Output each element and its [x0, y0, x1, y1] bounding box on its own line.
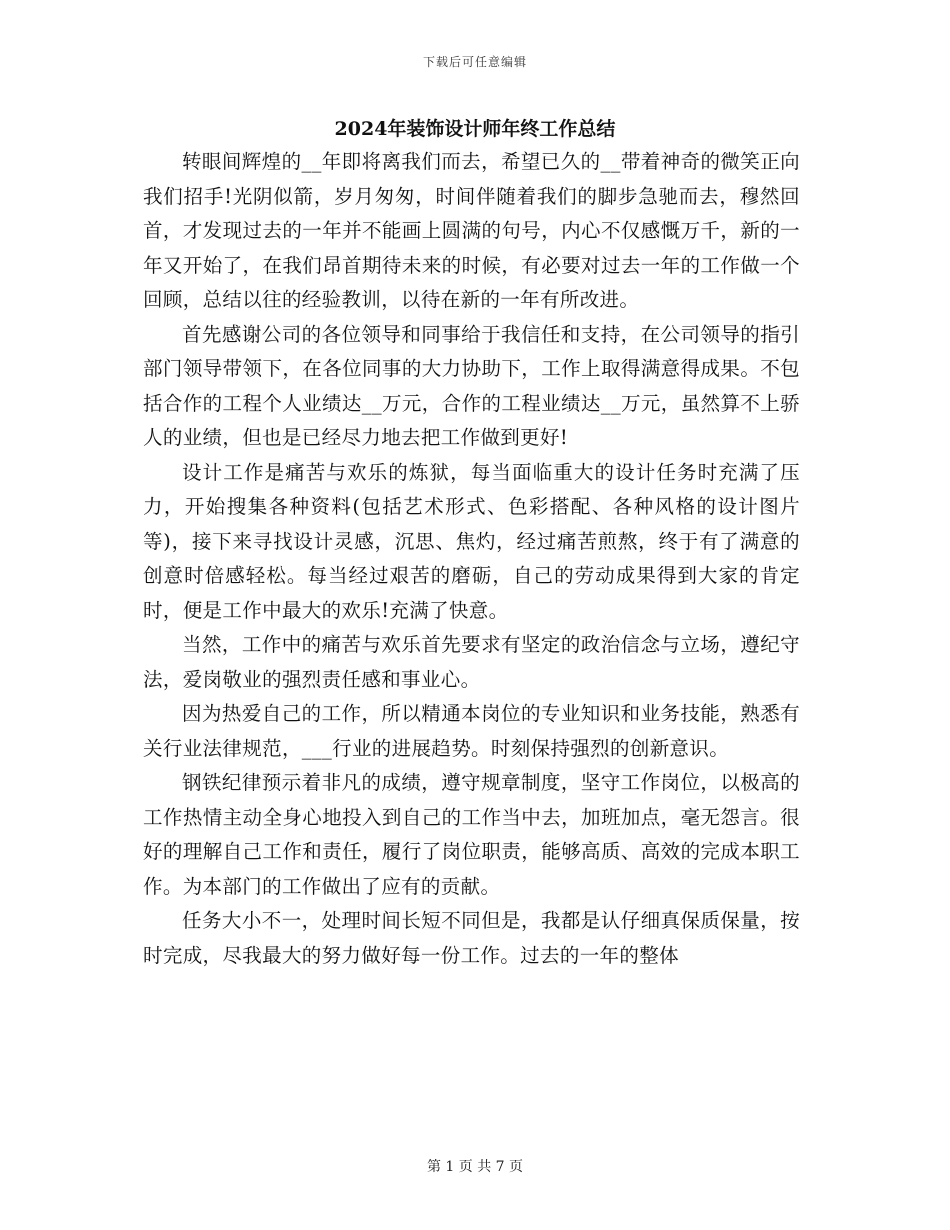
paragraph: 转眼间辉煌的__年即将离我们而去，希望已久的__带着神奇的微笑正向我们招手!光阴似箭，岁月匆匆，时间伴随着我们的脚步急驰而去，穆然回首，才发现过去的一年并不能画上圆满的句号，内心不仅感慨万千，新的一年又开始了，在我们昂首期待未来的时候，有必要对过去一年的工作做一个回顾，总结以往的经验教训，以待在新的一年有所改进。	[143, 150, 800, 311]
paragraph: 设计工作是痛苦与欢乐的炼狱，每当面临重大的设计任务时充满了压力，开始搜集各种资料(包括艺术形式、色彩搭配、各种风格的设计图片等)，接下来寻找设计灵感，沉思、焦灼，经过痛苦煎熬，终于有了满意的创意时倍感轻松。每当经过艰苦的磨砺，自己的劳动成果得到大家的肯定时，便是工作中最大的欢乐!充满了快意。	[143, 460, 800, 622]
paragraph: 当然，工作中的痛苦与欢乐首先要求有坚定的政治信念与立场，遵纪守法，爱岗敬业的强烈责任感和事业心。	[143, 633, 800, 691]
paragraph: 因为热爱自己的工作，所以精通本岗位的专业知识和业务技能，熟悉有关行业法律规范，___行业的进展趋势。时刻保持强烈的创新意识。	[143, 702, 800, 760]
paragraph: 首先感谢公司的各位领导和同事给于我信任和支持，在公司领导的指引部门领导带领下，在各位同事的大力协助下，工作上取得满意得成果。不包括合作的工程个人业绩达__万元，合作的工程业绩达__万元，虽然算不上骄人的业绩，但也是已经尽力地去把工作做到更好!	[143, 322, 800, 449]
paragraph: 钢铁纪律预示着非凡的成绩，遵守规章制度，坚守工作岗位，以极高的工作热情主动全身心地投入到自己的工作当中去，加班加点，毫无怨言。很好的理解自己工作和责任，履行了岗位职责，能够高质、高效的完成本职工作。为本部门的工作做出了应有的贡献。	[143, 771, 800, 898]
header-note: 下载后可任意编辑	[422, 55, 527, 69]
paragraph: 任务大小不一，处理时间长短不同但是，我都是认仔细真保质保量，按时完成，尽我最大的努力做好每一份工作。过去的一年的整体	[143, 909, 800, 967]
page-number-footer: 第 1 页 共 7 页	[426, 1159, 524, 1175]
document-body	[143, 145, 800, 973]
document-title: 2024年装饰设计师年终工作总结	[334, 118, 616, 140]
